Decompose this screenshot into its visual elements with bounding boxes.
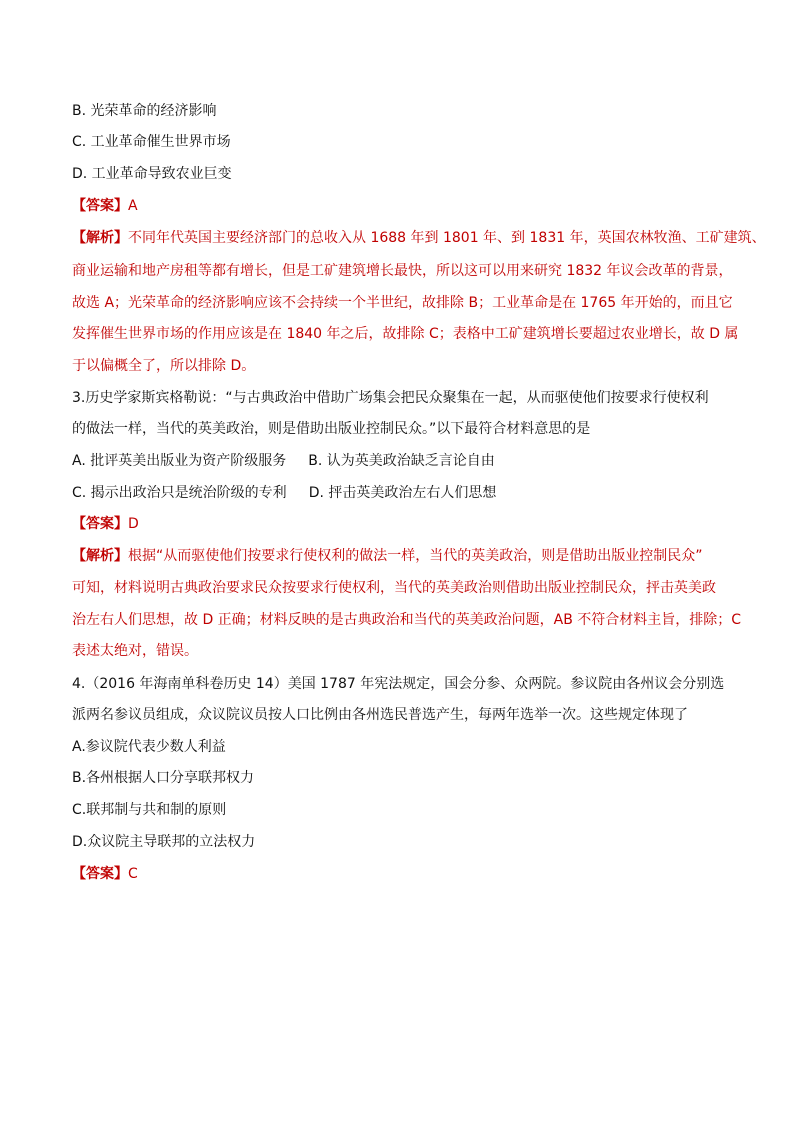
q3-analysis-line-1: 【解析】根据“从而驱使他们按要求行使权利的做法一样，当代的英美政治，则是借助出版业控制民众”: [72, 548, 703, 564]
q4-option-c: C.联邦制与共和制的原则: [72, 802, 227, 818]
q2-analysis-line-3: 故选 A；光荣革命的经济影响应该不会持续一个半世纪，故排除 B；工业革命是在 1765 年开始的，而且它: [72, 295, 733, 311]
q4-stem-line-2: 派两名参议员组成，众议院议员按人口比例由各州选民普选产生，每两年选举一次。这些规定体现了: [72, 707, 688, 723]
q3-analysis-line-2: 可知，材料说明古典政治要求民众按要求行使权利，当代的英美政治则借助出版业控制民众，抨击英美政: [72, 580, 716, 596]
q2-analysis-line-5: 于以偏概全了，所以排除 D。: [72, 358, 256, 374]
answer-tag: 【答案】: [72, 516, 128, 532]
q3-analysis-line-3: 治左右人们思想，故 D 正确；材料反映的是古典政治和当代的英美政治问题，AB 不符合材料主旨，排除；C: [72, 612, 742, 628]
q4-option-d: D.众议院主导联邦的立法权力: [72, 834, 256, 850]
answer-value: A: [128, 198, 138, 214]
q2-analysis-line-2: 商业运输和地产房租等都有增长，但是工矿建筑增长最快，所以这可以用来研究 1832 年议会改革的背景，: [72, 263, 733, 279]
q4-option-b: B.各州根据人口分享联邦权力: [72, 770, 255, 786]
q2-analysis-line-1: 【解析】不同年代英国主要经济部门的总收入从 1688 年到 1801 年、到 1831 年，英国农林牧渔、工矿建筑、: [72, 230, 766, 246]
q4-stem-line-1: 4.（2016 年海南单科卷历史 14）美国 1787 年宪法规定，国会分参、众两院。参议院由各州议会分别选: [72, 676, 725, 692]
q3-options-row-1: [72, 451, 495, 471]
q3-stem-line-1: 3.历史学家斯宾格勒说：“与古典政治中借助广场集会把民众聚集在一起，从而驱使他们按要求行使权利: [72, 390, 709, 406]
q3-analysis-line-4: 表述太绝对，错误。: [72, 643, 198, 659]
analysis-tag: 【解析】: [72, 230, 128, 246]
q2-option-b: B. 光荣革命的经济影响: [72, 103, 217, 119]
q4-answer: [72, 864, 138, 884]
q3-answer: [72, 514, 139, 534]
q3-option-b: B. 认为英美政治缺乏言论自由: [308, 453, 495, 469]
q3-option-d: D. 抨击英美政治左右人们思想: [308, 485, 497, 501]
answer-value: C: [128, 866, 138, 882]
answer-tag: 【答案】: [72, 866, 128, 882]
answer-value: D: [128, 516, 139, 532]
q2-option-d: D. 工业革命导致农业巨变: [72, 166, 232, 182]
q3-option-c: C. 揭示出政治只是统治阶级的专利: [72, 485, 287, 501]
q2-answer: [72, 196, 138, 216]
q2-analysis-line-4: 发挥催生世界市场的作用应该是在 1840 年之后，故排除 C；表格中工矿建筑增长要超过农业增长，故 D 属: [72, 326, 739, 342]
q4-option-a: A.参议院代表少数人利益: [72, 739, 226, 755]
analysis-tag: 【解析】: [72, 548, 128, 564]
q3-option-a: A. 批评英美出版业为资产阶级服务: [72, 453, 287, 469]
q3-options-row-2: [72, 483, 496, 503]
q3-stem-line-2: 的做法一样，当代的英美政治，则是借助出版业控制民众。”以下最符合材料意思的是: [72, 421, 591, 437]
q2-option-c: C. 工业革命催生世界市场: [72, 134, 231, 150]
answer-tag: 【答案】: [72, 198, 128, 214]
